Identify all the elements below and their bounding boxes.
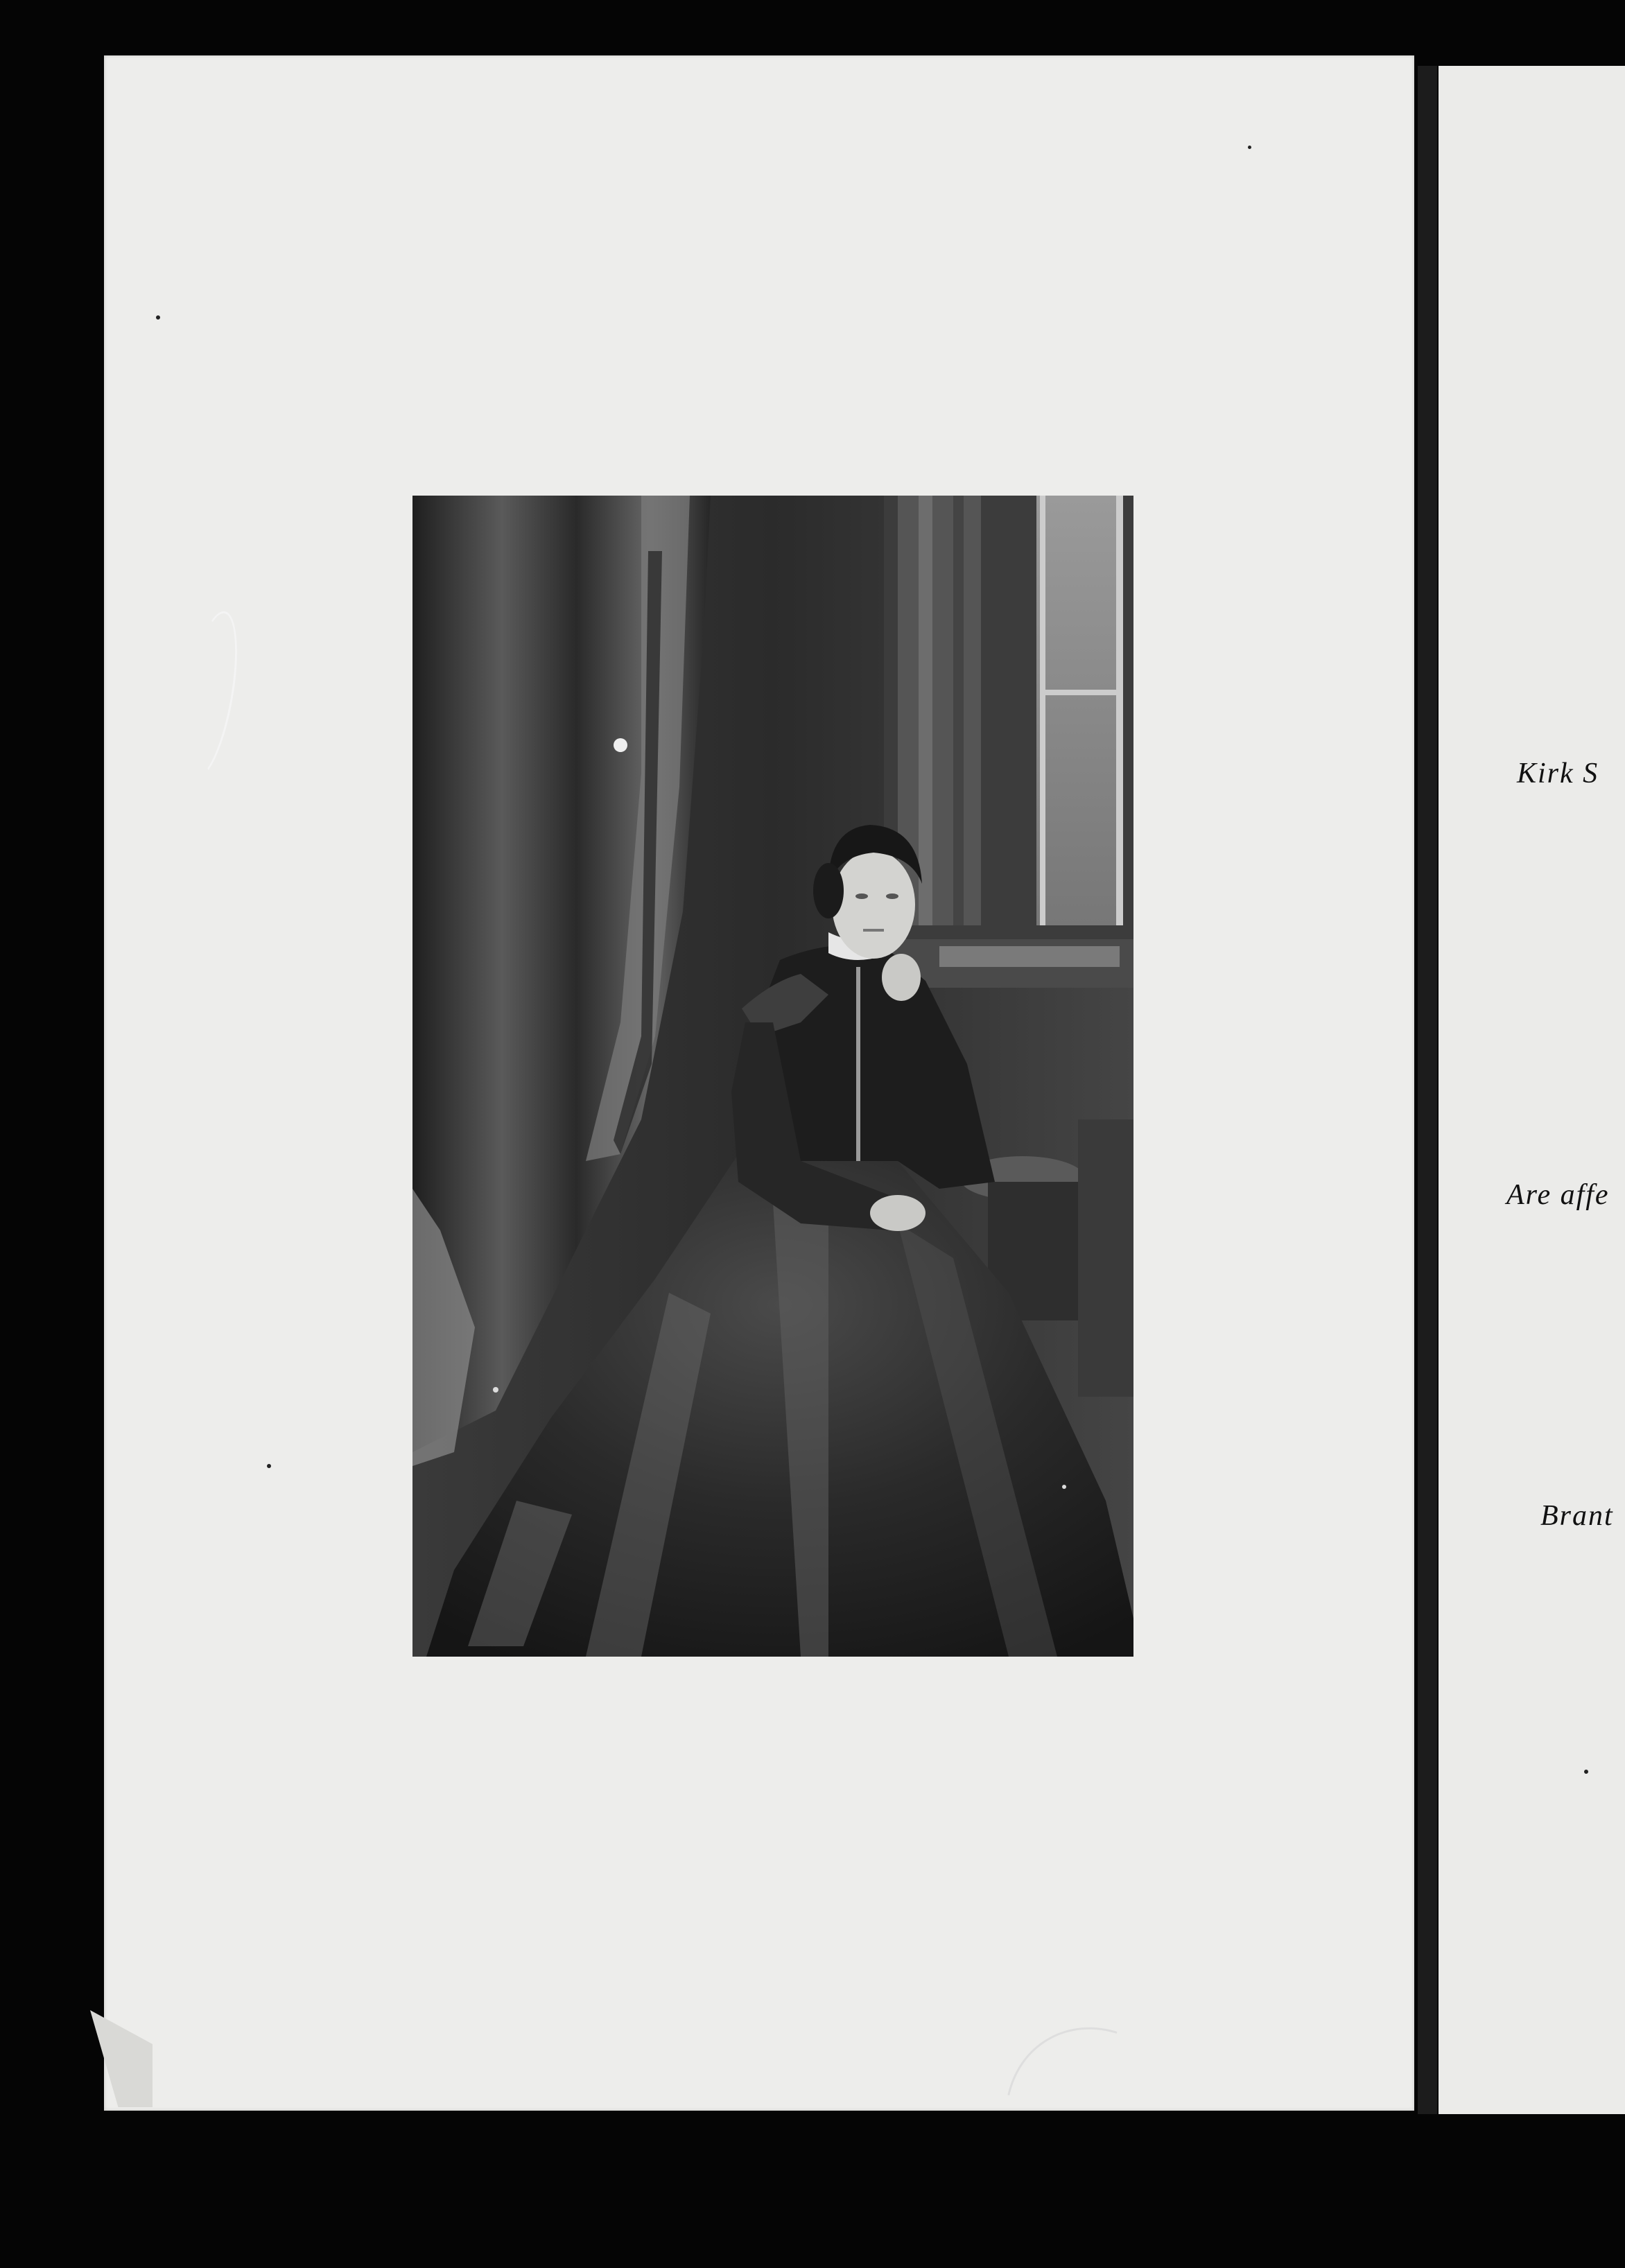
right-page	[1439, 66, 1625, 2114]
hand-chin	[882, 954, 921, 1001]
dust-speck	[1248, 146, 1251, 149]
gutter-shadow	[1418, 66, 1437, 2114]
dust-speck	[1584, 1770, 1588, 1774]
right-page-text-1: Kirk S	[1517, 758, 1599, 790]
right-page-text-3: Brant	[1540, 1500, 1614, 1532]
right-page-text-2: Are affe	[1506, 1179, 1610, 1211]
dust-speck	[267, 1464, 271, 1468]
portrait-image	[412, 496, 1133, 1657]
face	[832, 850, 915, 959]
dust-speck	[156, 315, 160, 320]
portrait-photograph	[412, 496, 1133, 1657]
watch-chain	[856, 967, 860, 1161]
hand-lap	[870, 1195, 926, 1231]
